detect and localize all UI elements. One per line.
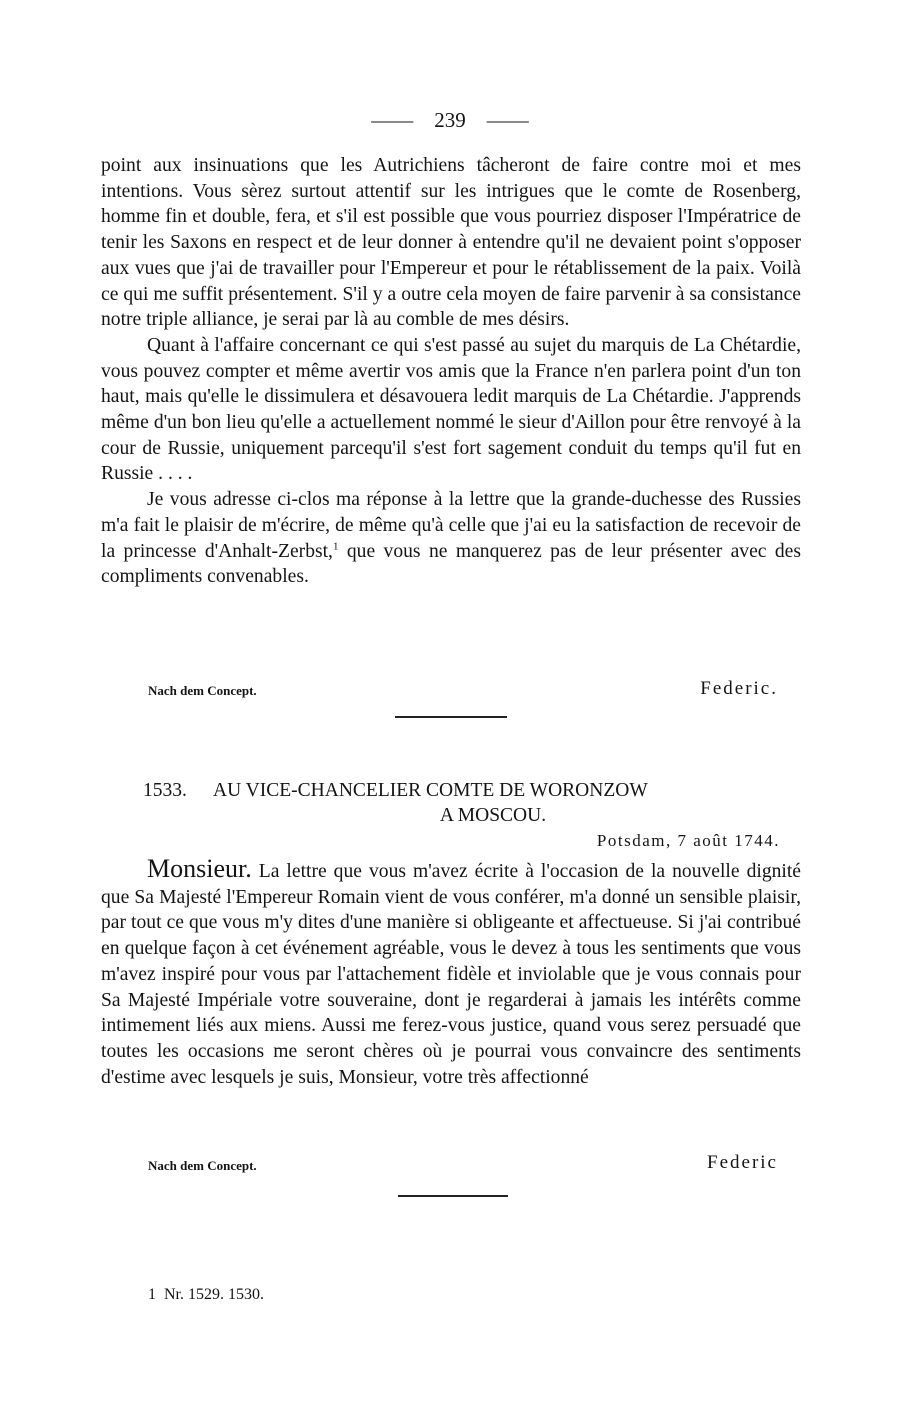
- letter-continuation-text: [101, 153, 801, 590]
- footnote-text: Nr. 1529. 1530.: [164, 1286, 264, 1303]
- letter-number: 1533.: [143, 780, 187, 801]
- paragraph: Quant à l'affaire concernant ce qui s'est passé au sujet du marquis de La Chétardie, vous pouvez compter et même avertir vos amis que la France n'en parlera point d'un ton haut, mais qu'elle le dissimulera et désavouera ledit marquis de La Chétardie. J'apprends même d'un bon lieu qu'elle a actuellement nommé le sieur d'Aillon pour être renvoyé à la cour de Russie, uniquement parcequ'il s'est fort sagement conduit du temps qu'il fut en Russie . . . .: [101, 334, 801, 485]
- paragraph: Monsieur. La lettre que vous m'avez écrite à l'occasion de la nouvelle dignité que Sa Majesté l'Empereur Romain vient de vous conférer, m'a donné un sensible plaisir, par tout ce que vous m'y dites d'une manière si obligeante et affectueuse. Si j'ai contribué en quelque façon à cet événement agréable, vous le devez à tous les sentiments que vous m'avez inspiré pour vous par l'attachement fidèle et inviolable que je vous connais pour Sa Majesté Impériale votre souveraine, dont je regarderai à jamais les intérêts comme intimement liés aux miens. Aussi me ferez-vous justice, quand vous serez persuadé que toutes les occasions me seront chères où je pourrai vous convaincre des sentiments d'estime avec lesquels je suis, Monsieur, votre très affectionné: [101, 854, 801, 1088]
- dateline: Potsdam, 7 août 1744.: [596, 831, 780, 850]
- section-divider: [398, 1195, 508, 1197]
- letter-heading: [143, 778, 783, 828]
- letter-title-place: A MOSCOU.: [439, 805, 547, 826]
- footnote-marker: 1: [148, 1286, 156, 1303]
- paragraph: point aux insinuations que les Autrichiens tâcheront de faire contre moi et mes intentions. Vous sèrez surtout attentif sur les intrigues que le comte de Rosenberg, homme fin et double, fera, et s'il est possible que vous pourriez disposer l'Impératrice de tenir les Saxons en respect et de leur donner à entendre qu'il ne devaient point s'opposer aux vues que j'ai de travailler pour l'Empereur et pour le rétablissement de la paix. Voilà ce qui me suffit présentement. S'il y a outre cela moyen de faire parvenir à sa consistance notre triple alliance, je serai par là au comble de mes désirs.: [101, 155, 801, 331]
- paragraph: Je vous adresse ci-clos ma réponse à la lettre que la grande-duchesse des Russies m'a fait le plaisir de m'écrire, de même qu'à celle que j'ai eu la satisfaction de recevoir de la princesse d'Anhalt-Zerbst,$^1$ que vous ne manquerez pas de leur présenter avec des compliments convenables.: [101, 489, 801, 588]
- footnote-marker: 1: [332, 540, 339, 553]
- source-note: Nach dem Concept.: [148, 1158, 257, 1173]
- source-note: Nach dem Concept.: [148, 683, 257, 698]
- page-number: —— 239 ——: [371, 108, 529, 132]
- footnote: [148, 1286, 264, 1304]
- signature: Federic.: [700, 678, 778, 699]
- salutation: Monsieur.: [147, 854, 252, 883]
- letter-title: AU VICE-CHANCELIER COMTE DE WORONZOW: [213, 780, 648, 801]
- section-divider: [395, 716, 507, 718]
- signature: Federic: [707, 1152, 778, 1173]
- letter-body: [101, 856, 801, 1090]
